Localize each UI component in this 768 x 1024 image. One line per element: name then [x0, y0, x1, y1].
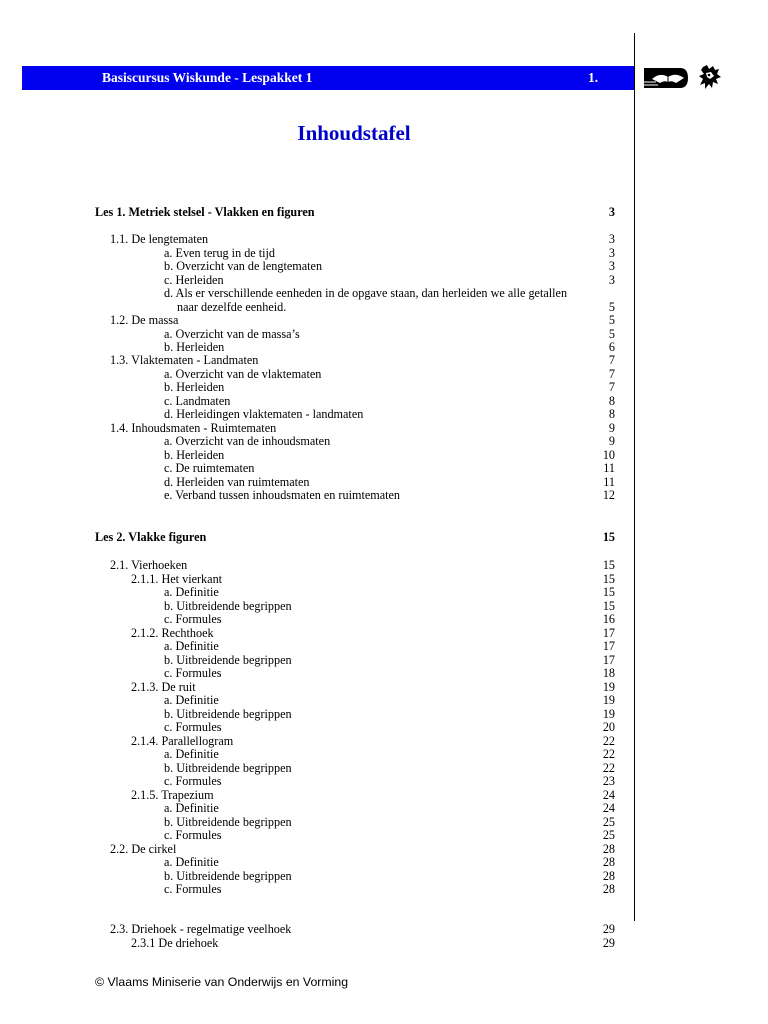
toc-page-number: 24 — [602, 788, 615, 802]
header-title: Basiscursus Wiskunde - Lespakket 1 — [102, 70, 313, 85]
toc-page-number: 19 — [602, 693, 615, 707]
toc-label: 1.1. De lengtematen — [110, 232, 209, 246]
toc-label: c. Formules — [164, 882, 222, 896]
toc-label: 2.1.3. De ruit — [131, 680, 196, 694]
toc-entry — [0, 367, 768, 381]
toc-entry — [0, 461, 768, 475]
toc-page-number: 12 — [602, 488, 615, 502]
toc-entry — [0, 842, 768, 856]
toc-entry — [0, 815, 768, 829]
toc-page-number: 15 — [602, 572, 615, 586]
toc-label: 2.3. Driehoek - regelmatige veelhoek — [110, 922, 292, 936]
toc-page-number: 3 — [608, 273, 615, 287]
toc-entry — [0, 434, 768, 448]
toc-entry — [0, 747, 768, 761]
toc-label: b. Uitbreidende begrippen — [164, 653, 292, 667]
book-icon — [642, 66, 690, 90]
toc-page-number: 16 — [602, 612, 615, 626]
toc-page-number: 3 — [608, 259, 615, 273]
toc-entry — [0, 300, 768, 314]
toc-label: 2.1.4. Parallellogram — [131, 734, 234, 748]
toc-entry — [0, 922, 768, 936]
toc-entry — [0, 421, 768, 435]
toc-page-number: 7 — [608, 380, 615, 394]
toc-page-number: 15 — [602, 585, 615, 599]
toc-page-number: 28 — [602, 869, 615, 883]
toc-label: 2.1.1. Het vierkant — [131, 572, 223, 586]
toc-page-number: 11 — [603, 461, 615, 475]
toc-label: 2.1. Vierhoeken — [110, 558, 188, 572]
toc-page-number: 9 — [608, 434, 615, 448]
toc-label: 2.3.1 De driehoek — [131, 936, 219, 950]
toc-entry — [0, 558, 768, 572]
toc-label: d. Herleiden van ruimtematen — [164, 475, 310, 489]
toc-label: a. Definitie — [164, 747, 219, 761]
toc-entry — [0, 475, 768, 489]
toc-label: 1.4. Inhoudsmaten - Ruimtematen — [110, 421, 277, 435]
toc-entry — [0, 612, 768, 626]
toc-page-number: 9 — [608, 421, 615, 435]
toc-label: d. Als er verschillende eenheden in de opgave staan, dan herleiden we alle getallen — [164, 286, 568, 300]
toc-label: e. Verband tussen inhoudsmaten en ruimtematen — [164, 488, 401, 502]
toc-page-number: 15 — [602, 599, 615, 613]
toc-page-number: 17 — [602, 626, 615, 640]
toc-label: b. Uitbreidende begrippen — [164, 761, 292, 775]
toc-entry — [0, 353, 768, 367]
toc-entry — [0, 869, 768, 883]
toc-entry — [0, 246, 768, 260]
header-number: 1. — [588, 70, 599, 85]
lion-icon — [697, 63, 723, 91]
toc-page-number: 25 — [602, 828, 615, 842]
toc-page-number: 10 — [602, 448, 615, 462]
toc-entry — [0, 488, 768, 502]
toc-label: 1.3. Vlaktematen - Landmaten — [110, 353, 259, 367]
toc-label: c. Formules — [164, 612, 222, 626]
toc-label: a. Overzicht van de vlaktematen — [164, 367, 322, 381]
toc-label: a. Definitie — [164, 585, 219, 599]
toc-page-number: 3 — [608, 232, 615, 246]
toc-page-number: 22 — [602, 747, 615, 761]
toc-label: Les 2. Vlakke figuren — [95, 530, 207, 544]
toc-label: b. Herleiden — [164, 340, 225, 354]
toc-entry — [0, 232, 768, 246]
toc-page-number: 15 — [602, 558, 615, 572]
toc-chapter — [0, 205, 768, 219]
toc-entry — [0, 407, 768, 421]
toc-page-number: 18 — [602, 666, 615, 680]
toc-entry — [0, 639, 768, 653]
toc-label: c. Herleiden — [164, 273, 224, 287]
toc-entry — [0, 693, 768, 707]
toc-page-number: 24 — [602, 801, 615, 815]
toc-label: b. Herleiden — [164, 448, 225, 462]
toc-page-number: 22 — [602, 761, 615, 775]
toc-entry — [0, 936, 768, 950]
toc-entry — [0, 855, 768, 869]
toc-label: c. Formules — [164, 774, 222, 788]
toc-label: b. Uitbreidende begrippen — [164, 707, 292, 721]
toc-label: b. Overzicht van de lengtematen — [164, 259, 323, 273]
toc-page-number: 19 — [602, 707, 615, 721]
toc-label: b. Herleiden — [164, 380, 225, 394]
toc-label: c. Landmaten — [164, 394, 231, 408]
toc-entry — [0, 585, 768, 599]
toc-entry — [0, 327, 768, 341]
toc-label: b. Uitbreidende begrippen — [164, 599, 292, 613]
toc-page-number: 8 — [608, 407, 615, 421]
toc-label: 2.1.2. Rechthoek — [131, 626, 214, 640]
toc-entry — [0, 340, 768, 354]
toc-page-number: 25 — [602, 815, 615, 829]
toc-entry — [0, 572, 768, 586]
toc-label: a. Overzicht van de inhoudsmaten — [164, 434, 331, 448]
footer-copyright: © Vlaams Miniserie van Onderwijs en Vorming — [95, 975, 349, 989]
toc-label: a. Overzicht van de massa’s — [164, 327, 300, 341]
toc-page-number: 5 — [608, 313, 615, 327]
toc-page-number: 23 — [602, 774, 615, 788]
toc-page-number: 5 — [608, 300, 615, 314]
toc-page-number: 5 — [608, 327, 615, 341]
toc-page-number: 8 — [608, 394, 615, 408]
toc-page-number: 28 — [602, 842, 615, 856]
toc-label: c. Formules — [164, 666, 222, 680]
toc-label: naar dezelfde eenheid. — [177, 300, 287, 314]
toc-entry — [0, 380, 768, 394]
toc-entry — [0, 599, 768, 613]
toc-page-number: 29 — [602, 936, 615, 950]
toc-page-number: 19 — [602, 680, 615, 694]
toc-label: a. Definitie — [164, 855, 219, 869]
toc-label: c. De ruimtematen — [164, 461, 255, 475]
toc-page-number: 15 — [602, 530, 615, 544]
toc-entry — [0, 707, 768, 721]
toc-entry — [0, 801, 768, 815]
toc-page-number: 17 — [602, 653, 615, 667]
toc-page-number: 29 — [602, 922, 615, 936]
toc-entry — [0, 313, 768, 327]
toc-entry — [0, 788, 768, 802]
toc-page-number: 7 — [608, 367, 615, 381]
toc-entry — [0, 448, 768, 462]
toc-page-number: 28 — [602, 882, 615, 896]
toc-label: a. Definitie — [164, 693, 219, 707]
toc-label: a. Even terug in de tijd — [164, 246, 276, 260]
toc-entry — [0, 666, 768, 680]
toc-label: 1.2. De massa — [110, 313, 179, 327]
toc-page-number: 6 — [608, 340, 615, 354]
toc-page-number: 22 — [602, 734, 615, 748]
toc-label: 2.1.5. Trapezium — [131, 788, 214, 802]
toc-page-number: 3 — [608, 205, 615, 219]
toc-entry — [0, 761, 768, 775]
toc-entry — [0, 273, 768, 287]
toc-entry — [0, 734, 768, 748]
toc-entry — [0, 626, 768, 640]
toc-entry — [0, 774, 768, 788]
toc-page-number: 3 — [608, 246, 615, 260]
toc-page-number: 17 — [602, 639, 615, 653]
toc-entry — [0, 653, 768, 667]
toc-entry — [0, 828, 768, 842]
toc-label: b. Uitbreidende begrippen — [164, 869, 292, 883]
toc-page-number: 11 — [603, 475, 615, 489]
toc-label: c. Formules — [164, 828, 222, 842]
toc-page-number: 7 — [608, 353, 615, 367]
page-title: Inhoudstafel — [297, 121, 411, 145]
toc-label: Les 1. Metriek stelsel - Vlakken en figuren — [95, 205, 315, 219]
toc-page-number: 20 — [602, 720, 615, 734]
header-banner — [22, 66, 634, 90]
toc-label: d. Herleidingen vlaktematen - landmaten — [164, 407, 364, 421]
toc-entry — [0, 720, 768, 734]
toc-entry — [0, 680, 768, 694]
toc-chapter — [0, 530, 768, 544]
toc-label: 2.2. De cirkel — [110, 842, 177, 856]
toc-label: a. Definitie — [164, 639, 219, 653]
toc-entry — [0, 286, 768, 300]
toc-entry — [0, 394, 768, 408]
toc-label: a. Definitie — [164, 801, 219, 815]
toc-entry — [0, 259, 768, 273]
toc-entry — [0, 882, 768, 896]
toc-label: c. Formules — [164, 720, 222, 734]
toc-page-number: 28 — [602, 855, 615, 869]
toc-label: b. Uitbreidende begrippen — [164, 815, 292, 829]
